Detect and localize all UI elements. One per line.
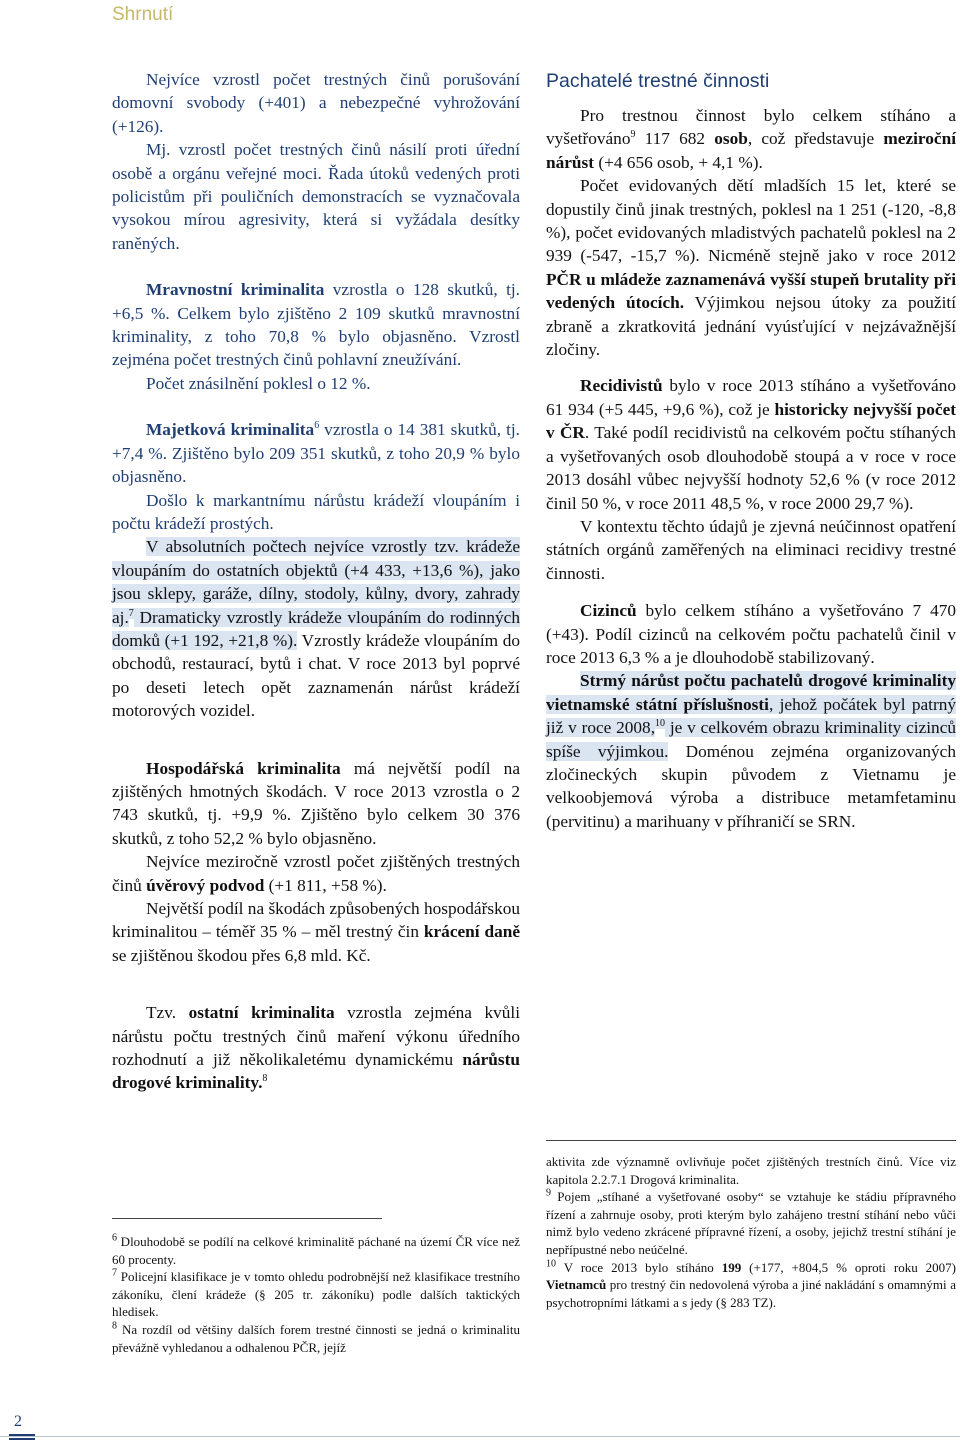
page-number-line: [9, 1438, 35, 1440]
text: Nejvíce meziročně vzrostl počet zjištěných trestných činů: [112, 852, 520, 895]
text: Vzrostly krádeže vloupáním do obchodů, restaurací, bytů i chat. V roce 2013 byl poprvé po deseti letech opět zaznamenán nárůst krádeží motorových vozidel.: [112, 630, 520, 721]
paragraph: [112, 897, 520, 967]
highlighted-text: V absolutních počtech nejvíce vzrostly tzv. krádeže vloupáním do ostatních objektů (+4 433, +13,6 %), jako jsou sklepy, garáže, dílny, stodoly, kůlny, dvory, zahrady aj.: [112, 537, 520, 627]
footnote-10: [546, 1259, 956, 1312]
footnote-separator: [112, 1218, 382, 1219]
paragraph: Počet znásilnění poklesl o 12 %.: [146, 373, 371, 393]
term-brutalita: PČR u mládeže zaznamenává vyšší stupeň brutality při vedených útocích.: [546, 269, 956, 313]
highlighted-text: je v celkovém obrazu kriminality cizinců spíše výjimkou.: [546, 718, 957, 761]
text: bylo celkem stíháno a vyšetřováno 7 470 (+43). Podíl cizinců na celkovém počtu pachatelů činil v roce 2013 6,3 % a je dlouhodobě stabilizovaný.: [546, 601, 956, 667]
text: Výjimkou nejsou útoky za použití zbraně a zkratkovitá jednání vyúsťující v nejzávažnější zločiny.: [546, 293, 956, 360]
text: Tzv.: [146, 1003, 189, 1023]
right-column: [546, 68, 956, 833]
term-cizinci: Cizinců: [580, 601, 637, 621]
text: vzrostla zejména kvůli nárůstu počtu trestných činů maření výkonu úředního rozhodnutí a již několikaletému dynamickému: [112, 1003, 521, 1070]
footnote-8: [112, 1321, 520, 1356]
footnote-ref: 8: [262, 1073, 268, 1085]
footnote-7: [112, 1268, 520, 1321]
footnotes-right: [546, 1153, 956, 1311]
term-majetkova: Majetková kriminalita: [146, 420, 315, 440]
term-narust: meziroční nárůst: [546, 129, 956, 172]
text: Doménou zejména organizovaných zločineckých skupin původem z Vietnamu je velkoobjemová výroba a distribuce metamfetaminu (pervitinu) a marihuany v příhraničí se SRN.: [546, 741, 956, 831]
paragraph: V kontextu těchto údajů je zjevná neúčinnost opatření státních orgánů zaměřených na eliminaci recidivy trestné činnosti.: [546, 516, 956, 583]
footnote-bold: Vietnamců: [546, 1277, 607, 1293]
paragraph-mravnostni: [112, 278, 520, 372]
left-column: [112, 68, 520, 1095]
footnote-ref: 9: [630, 129, 636, 141]
paragraph: [546, 104, 956, 174]
footnote-text: Policejní klasifikace je v tomto ohledu podrobnější než klasifikace trestního zákoníku, člení krádeže (§ 205 tr. zákoníku) podle dalších taktických hledisek.: [112, 1269, 520, 1320]
footnote-separator: [546, 1140, 956, 1141]
footnote-number: 6: [112, 1232, 117, 1244]
footnote-ref: 10: [655, 718, 666, 730]
paragraph-majetkova: [112, 418, 520, 488]
highlighted-text: , jehož počátek byl patrný již v roce 2008,: [546, 694, 956, 738]
footnote-8-continued: aktivita zde významně ovlivňuje počet zjištěných trestních činů. Více viz kapitola 2.2.7.1 Drogová kriminalita.: [546, 1154, 956, 1187]
text: . Také podíl recidivistů na celkovém počtu stíhaných a vyšetřovaných osob dlouhodobě stoupá a v roce v roce 2013 dosáhl vůbec nejvyšší hodnoty 52,6 % (v roce 2012 činil 50 %, v roce 2011 48,5 %, v roce 2000 29,7 %).: [546, 423, 957, 513]
paragraph: [546, 174, 956, 361]
text: Pro trestnou činnost bylo celkem stíháno a vyšetřováno: [546, 106, 956, 149]
footnotes-left: [112, 1233, 520, 1356]
section-title: Pachatelé trestné činnosti: [546, 70, 770, 92]
footnote-bold: 199: [721, 1259, 742, 1275]
text: , což představuje: [747, 129, 884, 149]
paragraph-ostatni: [112, 1001, 520, 1095]
term-osob: osob: [714, 129, 748, 149]
highlighted-text: Dramaticky vzrostly krádeže vloupáním do rodinných domků (+1 192, +21,8 %).: [112, 607, 520, 650]
text: vzrostla o 14 381 skutků, tj. +7,4 %. Zjištěno bylo 209 351 skutků, z toho 20,9 % bylo objasněno.: [112, 420, 520, 487]
highlighted-term: Strmý nárůst počtu pachatelů drogové kriminality vietnamské státní příslušnosti: [546, 671, 956, 714]
paragraph-vietnam: [546, 669, 956, 833]
footnote-number: 7: [112, 1267, 117, 1279]
footnote-number: 8: [112, 1320, 117, 1332]
footnote-text: V roce 2013 bylo stíháno: [556, 1259, 722, 1275]
footnote-ref: 7: [128, 607, 134, 619]
term-hospodarska: Hospodářská kriminalita: [146, 758, 341, 778]
text: má největší podíl na zjištěných hmotných škodách. V roce 2013 vzrostla o 2 743 skutků, tj. +9,9 %. Zjištěno bylo celkem 30 376 skutků, z toho 52,2 % bylo objasněno.: [112, 758, 520, 848]
text: bylo v roce 2013 stíháno a vyšetřováno 61 934 (+5 445, +9,6 %), což je: [546, 376, 956, 419]
term-kraceni-dane: krácení daně: [423, 922, 520, 942]
paragraph-recidivisti: [546, 374, 956, 514]
term-historicky: historicky nejvyšší počet v ČR: [546, 399, 957, 443]
paragraph-hospodarska: [112, 757, 520, 851]
page-number-line: [9, 1434, 35, 1436]
footnote-text: Na rozdíl od většiny dalších forem trestné činnosti se jedná o kriminalitu převážně vyhledanou a odhalenou PČR, jejíž: [112, 1321, 520, 1355]
footnote-text: pro trestný čin nedovolená výroba a jiné nakládání s omamnými a psychotropními látkami a s jedy (§ 283 TZ).: [546, 1277, 956, 1310]
text: vzrostla o 128 skutků, tj. +6,5 %. Celkem bylo zjištěno 2 109 skutků mravnostní kriminality, z toho 70,8 % bylo objasněno. Vzrostl zejména počet trestných činů pohlavní zneužívání.: [112, 280, 521, 370]
running-header: Shrnutí: [112, 4, 174, 25]
footnote-text: Pojem „stíhané a vyšetřované osoby“ se vztahuje ke stádiu přípravného řízení a zahrnuje osoby, proti kterým bylo zahájeno trestní stíhání nebo vůči nimž bylo vedeno zkrácené přípravné řízení, a osoby, jejichž trestní stíhání je nepřípustné nebo neúčelné.: [546, 1189, 956, 1257]
text: 117 682: [635, 129, 715, 149]
paragraph: [112, 850, 520, 897]
term-ostatni: ostatní kriminalita: [188, 1003, 335, 1023]
paragraph: Mj. vzrostl počet trestných činů násilí proti úřední osobě a orgánu veřejné moci. Řada útoků vedených proti policistům při pouličních demonstracích se vyznačovala vysokou mírou agresivity, která si vyžádala desítky raněných.: [112, 140, 520, 253]
term-uverovy-podvod: úvěrový podvod: [146, 875, 265, 895]
footnote-9: [546, 1188, 956, 1258]
text: (+4 656 osob, + 4,1 %).: [594, 152, 763, 172]
page-number: 2: [14, 1413, 22, 1430]
paragraph-vloupani: [112, 535, 520, 722]
paragraph-cizinci: [546, 599, 956, 669]
paragraph: Došlo k markantnímu nárůstu krádeží vloupáním i počtu krádeží prostých.: [112, 490, 520, 533]
term-drogova: nárůstu drogové kriminality.: [112, 1050, 520, 1093]
text: se zjištěnou škodou přes 6,8 mld. Kč.: [112, 945, 371, 965]
footnote-number: 9: [546, 1187, 551, 1199]
footnote-6: [112, 1233, 520, 1268]
footnote-ref: 6: [314, 420, 320, 432]
paragraph: Nejvíce vzrostl počet trestných činů porušování domovní svobody (+401) a nebezpečné vyhrožování (+126).: [112, 70, 520, 136]
text: Největší podíl na škodách způsobených hospodářskou kriminalitou – téměř 35 % – měl trestný čin: [112, 899, 520, 942]
term-recidivisti: Recidivistů: [580, 376, 663, 396]
footnote-number: 10: [546, 1258, 556, 1270]
term-mravnostni: Mravnostní kriminalita: [146, 280, 325, 300]
footnote-text: (+177, +804,5 % oproti roku 2007): [741, 1259, 956, 1275]
text: Počet evidovaných dětí mladších 15 let, které se dopustily činů jinak trestných, poklesl na 1 251 (-120, -8,8 %), počet evidovaných mladistvých pachatelů poklesl na 2 939 (-547, -15,7 %). Nicméně stejně jako v roce 2012: [546, 176, 956, 266]
page-bottom-rule: [0, 1436, 960, 1437]
text: (+1 811, +58 %).: [264, 875, 387, 895]
footnote-text: Dlouhodobě se podílí na celkové kriminalitě páchané na území ČR více než 60 procenty.: [112, 1234, 520, 1267]
